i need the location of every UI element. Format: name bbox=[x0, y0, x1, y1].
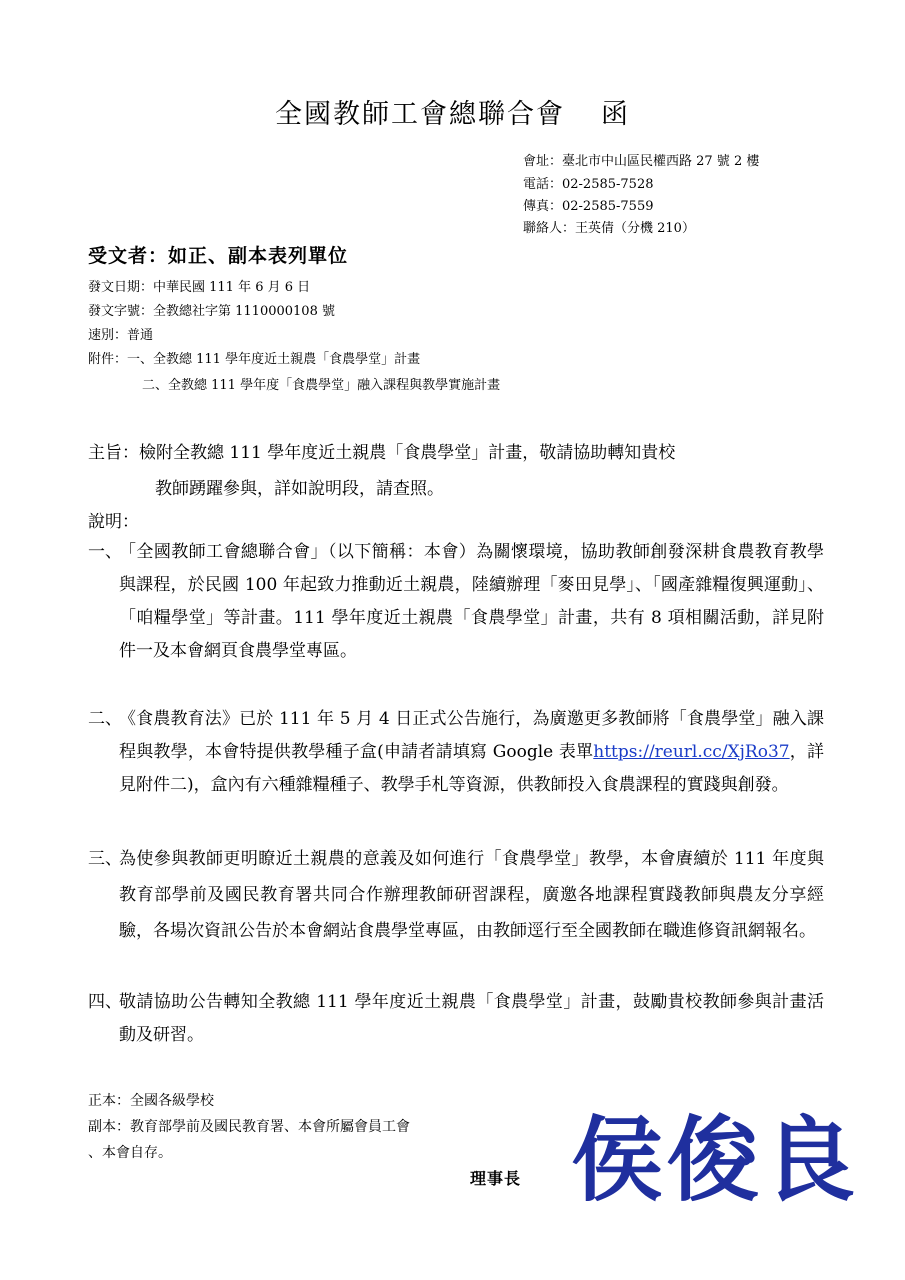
item-text bbox=[119, 703, 824, 802]
chairman-label: 理事長 bbox=[470, 1169, 522, 1188]
item-text: 為使參與教師更明瞭近土親農的意義及如何進行「食農學堂」教學，本會賡續於 111 年度與教育部學前及國民教育署共同合作辦理教師研習課程，廣邀各地課程實踐教師與農友分享經驗，各場次資訊公告於本會網站食農學堂專區，由教師逕行至全國教師在職進修資訊網報名。 bbox=[119, 849, 824, 941]
item-text: 敬請協助公告轉知全教總 111 學年度近土親農「食農學堂」計畫，鼓勵貴校教師參與計畫活動及研習。 bbox=[119, 992, 824, 1045]
copy-recipients-cont: 、本會自存。 bbox=[88, 1145, 172, 1161]
subject-line-1: 主旨：檢附全教總 111 學年度近土親農「食農學堂」計畫，敬請協助轉知貴校 bbox=[88, 443, 676, 463]
google-form-link[interactable]: https://reurl.cc/XjRo37 bbox=[593, 742, 790, 762]
signature-name: 侯俊良 bbox=[570, 1106, 860, 1214]
contact-address: 會址：臺北市中山區民權西路 27 號 2 樓 bbox=[523, 154, 760, 169]
explanation-item-3 bbox=[88, 841, 824, 949]
item-text-before: 《食農教育法》已於 111 年 5 月 4 日正式公告施行，為廣邀更多教師將「食農學堂」融入課程與教學，本會特提供教學種子盒(申請者請填寫 Google 表單 bbox=[119, 709, 824, 762]
explanation-item-1 bbox=[88, 536, 824, 668]
contact-fax: 傳真：02-2585-7559 bbox=[523, 199, 654, 214]
item-number: 四、 bbox=[88, 992, 122, 1012]
contact-phone: 電話：02-2585-7528 bbox=[523, 177, 654, 192]
document-type: 函 bbox=[601, 99, 630, 130]
item-number: 二、 bbox=[88, 709, 122, 729]
original-recipients: 正本：全國各級學校 bbox=[88, 1093, 214, 1109]
attachment-1: 附件：一、全教總 111 學年度近土親農「食農學堂」計畫 bbox=[88, 352, 421, 367]
subject-line-2: 教師踴躍參與，詳如說明段，請查照。 bbox=[155, 479, 444, 499]
attachment-2: 二、全教總 111 學年度「食農學堂」融入課程與教學實施計畫 bbox=[142, 378, 501, 393]
item-number: 一、 bbox=[88, 542, 122, 562]
chairman-signature-stamp bbox=[570, 1100, 860, 1218]
issue-number: 發文字號：全教總社字第 1110000108 號 bbox=[88, 304, 335, 319]
org-name: 全國教師工會總聯合會 bbox=[275, 99, 565, 130]
item-text: 「全國教師工會總聯合會」（以下簡稱：本會）為關懷環境，協助教師創發深耕食農教育教學與課程，於民國 100 年起致力推動近土親農，陸續辦理「麥田見學」、「國產雜糧復興運動」、「咱糧學堂」等計畫。111 學年度近土親農「食農學堂」計畫，共有 8 項相關活動，詳見附件一及本會網頁食農學堂專區。 bbox=[119, 542, 824, 661]
document-title bbox=[0, 92, 905, 131]
issue-date: 發文日期：中華民國 111 年 6 月 6 日 bbox=[88, 280, 311, 295]
item-number: 三、 bbox=[88, 849, 122, 869]
recipient: 受文者：如正、副本表列單位 bbox=[88, 245, 349, 267]
explanation-label: 說明： bbox=[88, 512, 139, 532]
copy-recipients: 副本：教育部學前及國民教育署、本會所屬會員工會 bbox=[88, 1119, 410, 1135]
speed-class: 速別：普通 bbox=[88, 328, 154, 343]
item-text-after: ，詳見附件二)，盒內有六種雜糧種子、教學手札等資源，供教師投入食農課程的實踐與創發。 bbox=[119, 742, 825, 795]
explanation-item-4 bbox=[88, 986, 824, 1052]
explanation-item-2 bbox=[88, 703, 824, 802]
contact-person: 聯絡人：王英倩（分機 210） bbox=[523, 221, 695, 236]
